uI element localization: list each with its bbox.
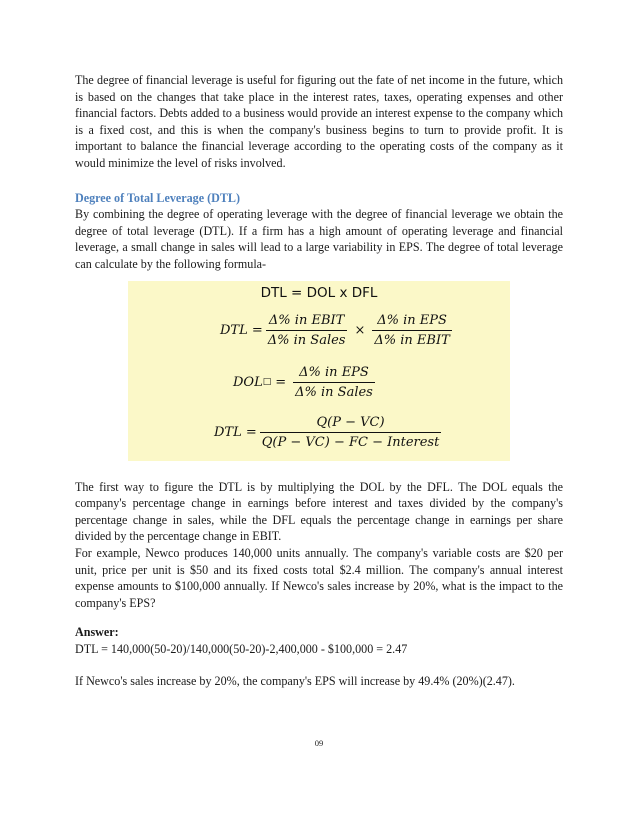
numerator: Δ% in EBIT (268, 312, 345, 328)
formula-lhs: DOL (233, 374, 263, 390)
page-number: 09 (314, 738, 324, 748)
fraction (266, 313, 348, 348)
times-operator: × (354, 322, 366, 338)
paragraph-dtl-explain: The first way to figure the DTL is by multiplying the DOL by the DFL. The DOL equals the company's percentage change in earnings before interest and taxes divided by the company's percentage change in sales, while the DFL equals the percentage change in earnings per share divided by the percentage change in EBIT. (75, 479, 563, 544)
numerator: Δ% in EPS (377, 312, 447, 328)
fraction (260, 415, 442, 450)
paragraph-dtl-intro: By combining the degree of operating leverage with the degree of financial leverage we obtain the degree of total leverage (DTL). If a firm has a high amount of operating leverage and financial leverage, a small change in sales will lead to a large variability in EPS. The degree of total leverage can calculate by the following formula- (75, 207, 563, 271)
equals-operator: = (275, 374, 287, 390)
answer-conclusion: If Newco's sales increase by 20%, the company's EPS will increase by 49.4% (20%)(2.47). (75, 674, 515, 689)
formula-lhs: DTL = (214, 424, 257, 440)
answer-label: Answer: (75, 625, 119, 640)
denominator: Q(P − VC) − FC − Interest (260, 432, 442, 450)
denominator: Δ% in Sales (266, 330, 348, 348)
paragraph-example: For example, Newco produces 140,000 units annually. The company's variable costs are $20 per unit, price per unit is $50 and its fixed costs total $2.4 million. The company's annual interest expense amounts to $100,000 annually. If Newco's sales increase by 20%, what is the impact to the company's EPS? (75, 545, 563, 610)
formula-dtl-percent (220, 313, 455, 348)
fraction (293, 365, 375, 400)
formula-box (128, 281, 510, 461)
paragraph-financial-leverage: The degree of financial leverage is useful for figuring out the fate of net income in the future, which is based on the changes that take place in the interest rates, taxes, operating expenses and other financial factors. Debts added to a business would provide an interest expense to the company which is a fixed cost, and this is when the company's business begins to turn to provide profit. It is important to balance the financial leverage according to the operating costs of the company as it would minimize the level of risks involved. (75, 73, 563, 170)
formula-lhs: DTL = (220, 322, 263, 338)
fraction (372, 313, 451, 348)
formula-subscript: □ (262, 377, 272, 388)
numerator: Δ% in EPS (299, 364, 369, 380)
formula-dtl-quantity (214, 415, 444, 450)
denominator: Δ% in EBIT (372, 330, 451, 348)
document-page (75, 72, 563, 690)
denominator: Δ% in Sales (293, 382, 375, 400)
formula-dol (233, 365, 378, 400)
section-heading-dtl: Degree of Total Leverage (DTL) (75, 190, 241, 205)
numerator: Q(P − VC) (316, 414, 385, 430)
formula-title: DTL = DOL x DFL (260, 284, 378, 301)
answer-calculation: DTL = 140,000(50-20)/140,000(50-20)-2,400,000 - $100,000 = 2.47 (75, 641, 408, 656)
